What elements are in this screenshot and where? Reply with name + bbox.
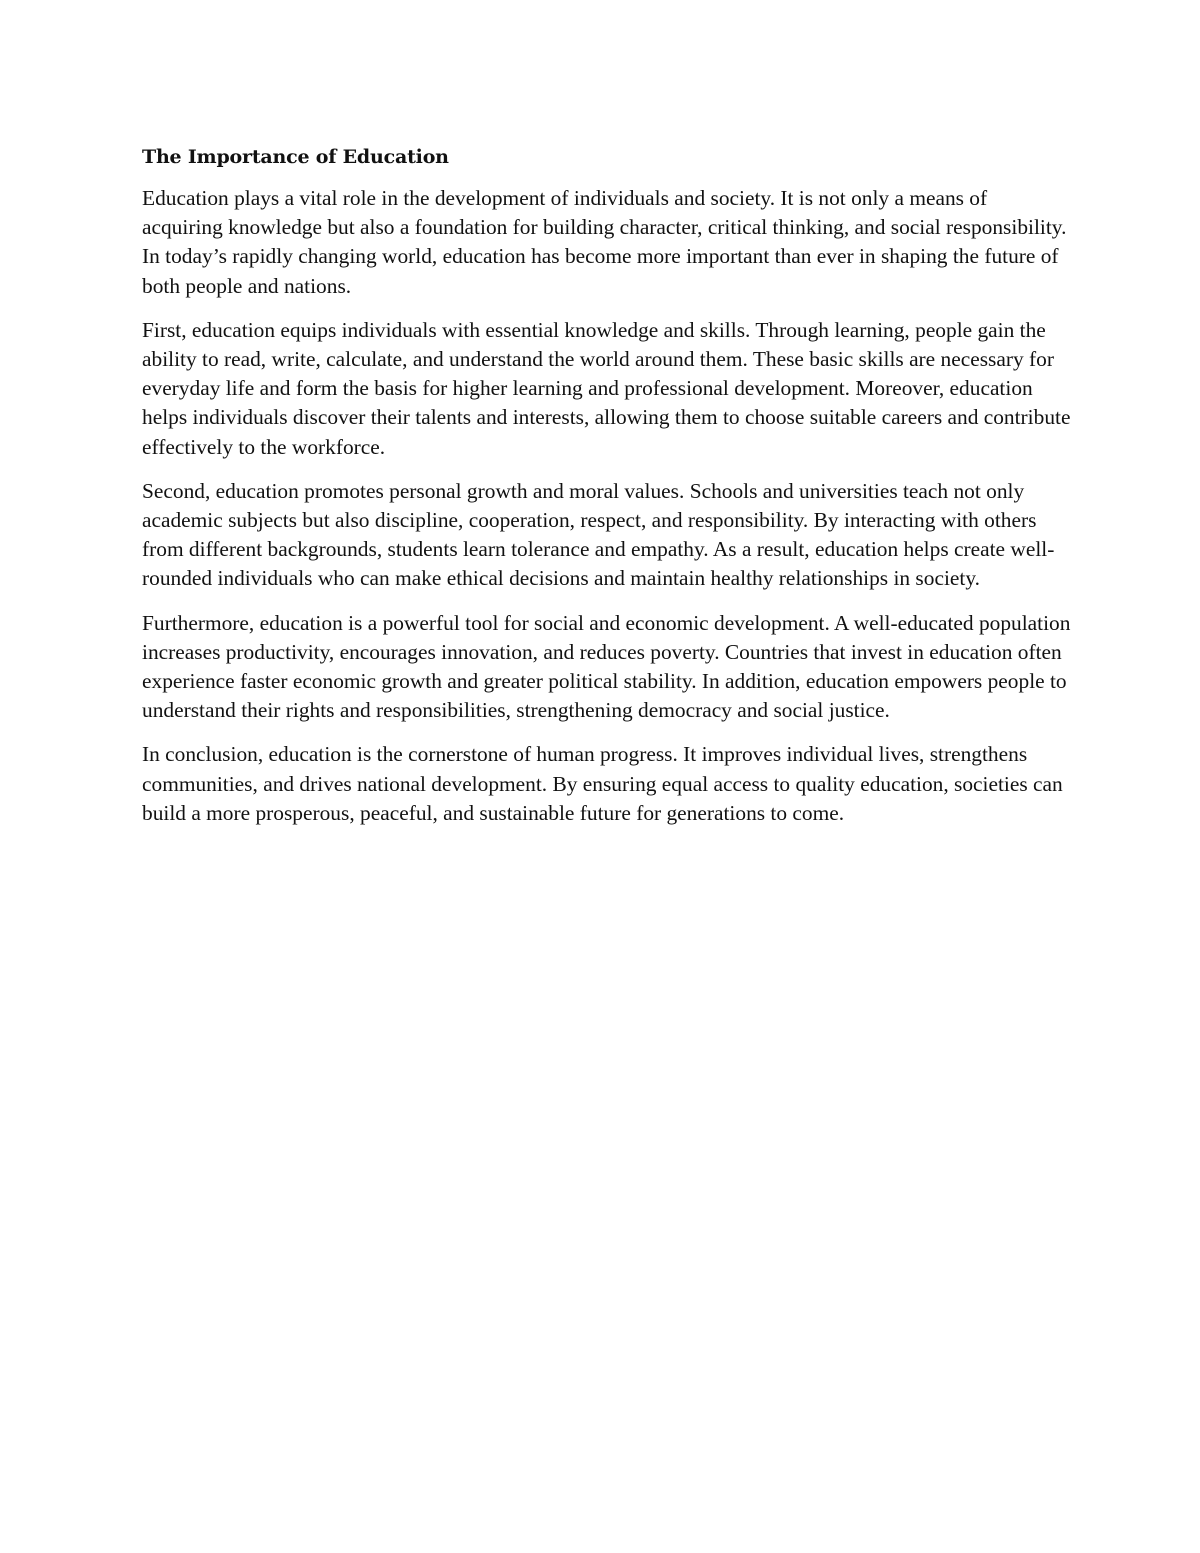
paragraph-conclusion: In conclusion, education is the cornerstone of human progress. It improves individual lives, strengthens communities, and drives national development. By ensuring equal access to quality education, societies can build a more prosperous, peaceful, and sustainable future for generations to come.	[142, 742, 1063, 825]
paragraph-personal-growth: Second, education promotes personal growth and moral values. Schools and universities teach not only academic subjects but also discipline, cooperation, respect, and responsibility. By interacting with others from different backgrounds, students learn tolerance and empathy. As a result, education helps create well-rounded individuals who can make ethical decisions and maintain healthy relationships in society.	[142, 478, 1055, 591]
document-body	[142, 143, 1072, 843]
paragraph-introduction: Education plays a vital role in the development of individuals and society. It is not only a means of acquiring knowledge but also a foundation for building character, critical thinking, and social responsibility. In today’s rapidly changing world, education has become more important than ever in shaping the future of both people and nations.	[142, 186, 1067, 298]
paragraph-social-economic: Furthermore, education is a powerful tool for social and economic development. A well-educated population increases productivity, encourages innovation, and reduces poverty. Countries that invest in education often experience faster economic growth and greater political stability. In addition, education empowers people to understand their rights and responsibilities, strengthening democracy and social justice.	[142, 610, 1071, 723]
document-title: The Importance of Education	[142, 146, 449, 168]
paragraph-knowledge-skills: First, education equips individuals with essential knowledge and skills. Through learning, people gain the ability to read, write, calculate, and understand the world around them. These basic skills are necessary for everyday life and form the basis for higher learning and professional development. Moreover, education helps individuals discover their talents and interests, allowing them to choose suitable careers and contribute effectively to the workforce.	[142, 317, 1071, 459]
